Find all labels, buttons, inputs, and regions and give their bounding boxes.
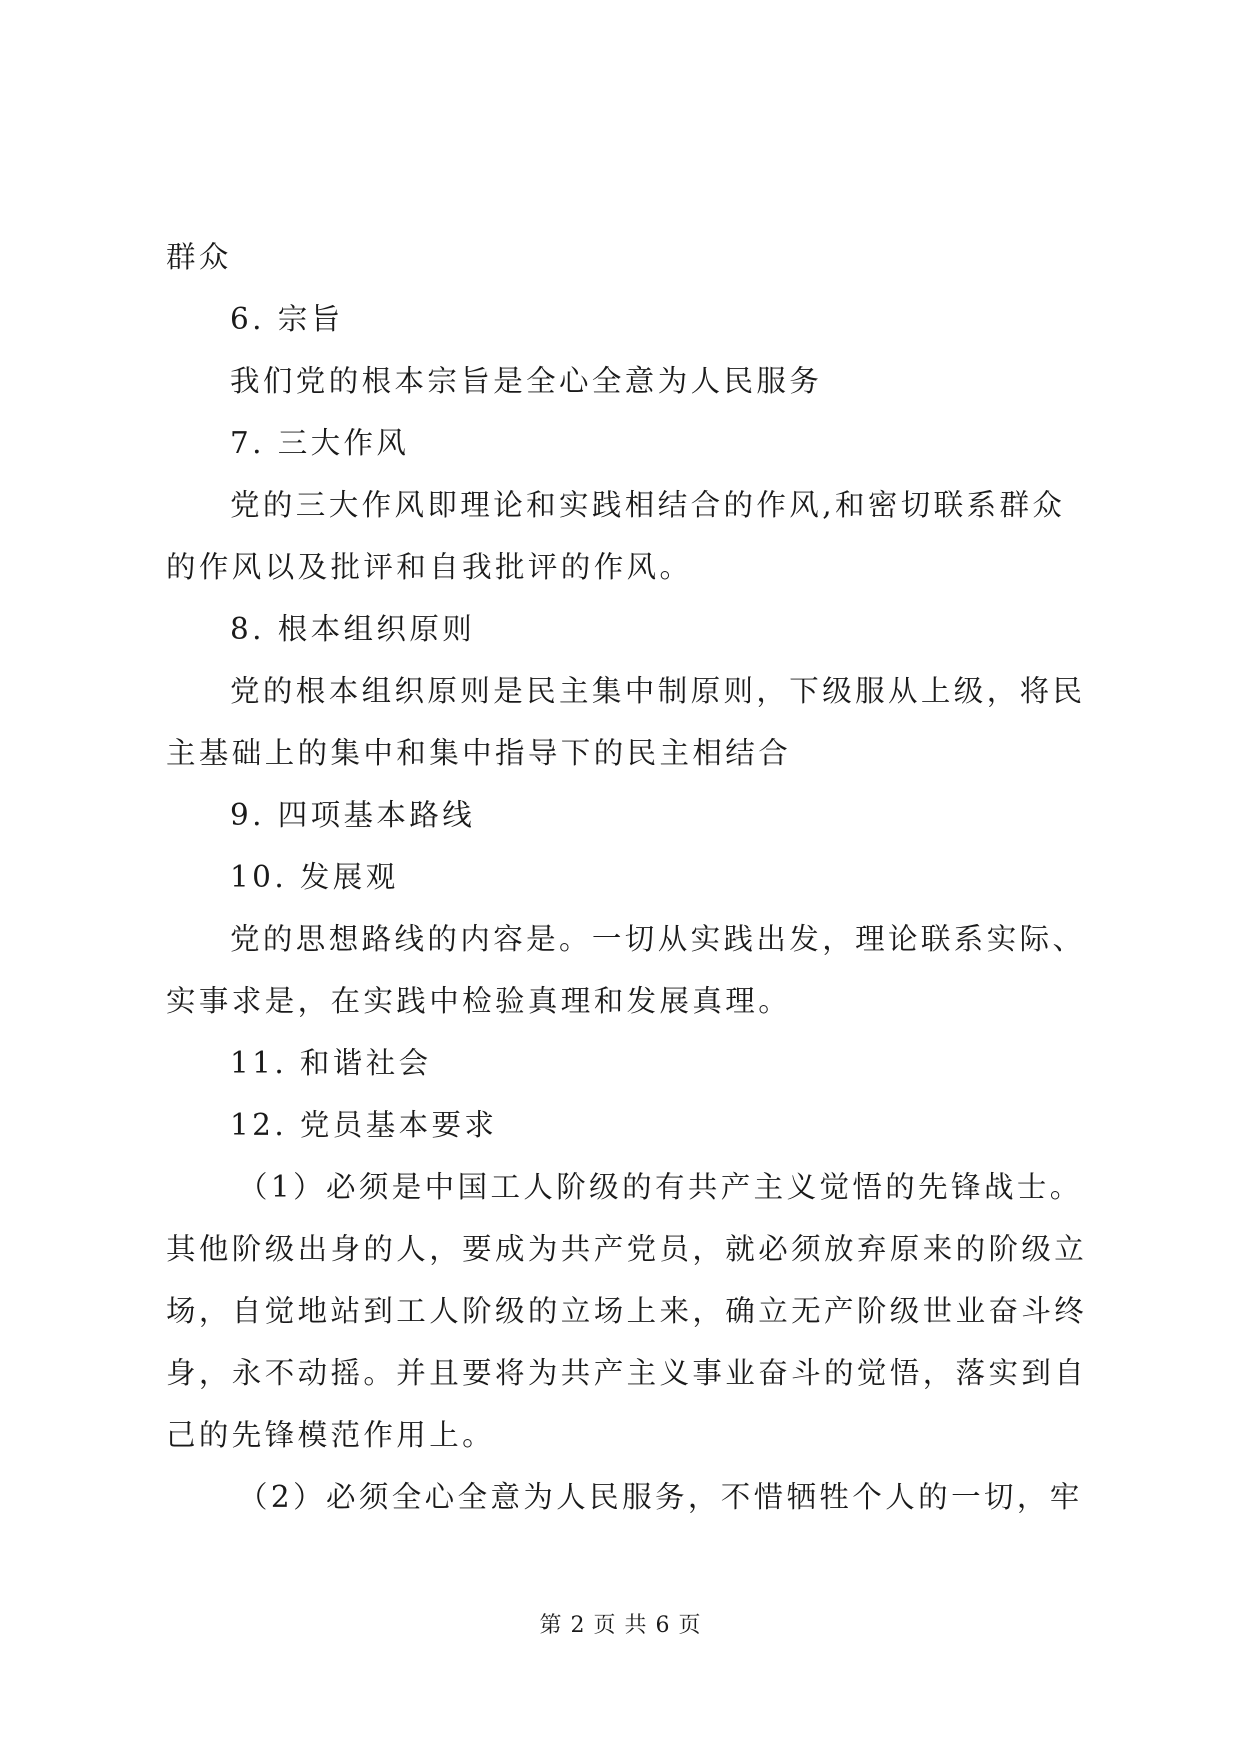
section-heading: 6. 宗旨 [230, 302, 344, 336]
text-line: 主基础上的集中和集中指导下的民主相结合 [166, 736, 792, 770]
section-heading: 12. 党员基本要求 [230, 1108, 498, 1142]
text-line: 党的三大作风即理论和实践相结合的作风,和密切联系群众 [230, 488, 1066, 522]
text-line: 实事求是，在实践中检验真理和发展真理。 [166, 984, 792, 1018]
text-line: 场，自觉地站到工人阶级的立场上来，确立无产阶级世业奋斗终 [166, 1294, 1088, 1328]
text-line: （1）必须是中国工人阶级的有共产主义觉悟的先锋战士。 [238, 1170, 1083, 1204]
text-line: 的作风以及批评和自我批评的作风。 [166, 550, 693, 584]
text-line: 身，永不动摇。并且要将为共产主义事业奋斗的觉悟，落实到自 [166, 1356, 1088, 1390]
section-heading: 10. 发展观 [230, 860, 399, 894]
text-line: 群众 [166, 240, 232, 274]
section-heading: 8. 根本组织原则 [230, 612, 476, 646]
text-line: 党的思想路线的内容是。一切从实践出发，理论联系实际、 [230, 922, 1086, 956]
section-heading: 7. 三大作风 [230, 426, 410, 460]
page-number-footer: 第 2 页 共 6 页 [539, 1613, 702, 1638]
text-line: 己的先锋模范作用上。 [166, 1418, 496, 1452]
text-line: （2）必须全心全意为人民服务，不惜牺牲个人的一切，牢 [238, 1480, 1083, 1514]
document-body [166, 226, 1096, 1528]
section-heading: 9. 四项基本路线 [230, 798, 476, 832]
text-line: 党的根本组织原则是民主集中制原则，下级服从上级，将民 [230, 674, 1086, 708]
section-heading: 11. 和谐社会 [230, 1046, 432, 1080]
text-line: 我们党的根本宗旨是全心全意为人民服务 [230, 364, 823, 398]
text-line: 其他阶级出身的人，要成为共产党员，就必须放弃原来的阶级立 [166, 1232, 1088, 1266]
